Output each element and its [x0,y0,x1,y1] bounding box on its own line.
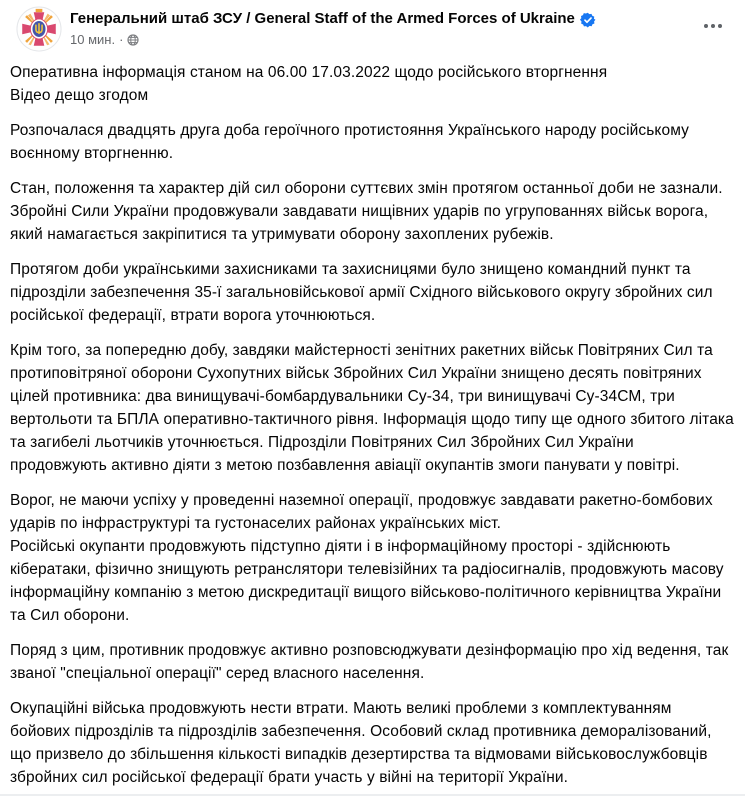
meta-separator: · [119,32,124,47]
post-paragraph: Оперативна інформація станом на 06.00 17.03.2022 щодо російського вторгнення Відео дещо згодом [10,64,608,104]
globe-public-icon [127,34,139,46]
post-meta [70,32,596,48]
header-text [70,4,596,48]
post-paragraph: Ворог, не маючи успіху у проведенні наземної операції, продовжує завдавати ракетно-бомбових ударів по інфраструктурі та густонаселих районах українських міст. Російські окупанти продовжують підступно діяти і в інформаційному просторі - здійснюють кібератаки, фізично знищують ретранслятори телевізійних та радіосигналів, продовжують масову інформаційну компанію з метою дискредитації вищого військово-політичного керівництва України та Сил оборони. [10,492,724,624]
general-staff-emblem-icon [16,6,62,52]
page-name-link[interactable]: Генеральний штаб ЗСУ / General Staff of the Armed Forces of Ukraine [70,10,575,27]
post-paragraph: Розпочалася двадцять друга доба героїчного протистояння Українського народу російському воєнному вторгненню. [10,122,689,162]
post-text [0,52,745,789]
post-paragraph: Окупаційні війська продовжують нести втрати. Мають великі проблеми з комплектуванням бойових підрозділів та підрозділів забезпечення. Особовий склад противника деморалізований, що призвело до збільшення кількості випадків дезертирства та відмовами військовослужбовців збройних сил російської федерації брати участь у війні на території України. [10,700,712,786]
three-dots-menu-icon[interactable] [697,16,729,36]
avatar[interactable] [16,6,62,52]
post-paragraph: Стан, положення та характер дій сил оборони суттєвих змін протягом останньої доби не зазнали. Збройні Сили України продовжували завдавати нищівних ударів по угрупованнях військ ворога, який намагається закріпитися та утримувати оборону захоплених рубежів. [10,180,723,243]
post-paragraph: Протягом доби українськими захисниками та захисницями було знищено командний пункт та підрозділи забезпечення 35-ї загальновійськової армії Східного військового округу збройних сил російської федерації, втрати ворога уточнюються. [10,261,713,324]
post-paragraph: Крім того, за попередню добу, завдяки майстерності зенітних ракетних військ Повітряних Сил та протиповітряної оборони Сухопутних військ Збройних Сил України знищено десять повітряних цілей противника: два винищувачі-бомбардувальники Су-34, три винищувачі Су-34СМ, три вертольоти та БПЛА оперативно-тактичного рівня. Інформація щодо типу ще одного збитого літака та загибелі льотчиків уточнюється. Підрозділи Повітряних Сил Збройних Сил України продовжують активно діяти з метою позбавлення авіації окупантів змоги панувати у повітрі. [10,342,734,474]
post-paragraph: Поряд з цим, противник продовжує активно розповсюджувати дезінформацію про хід ведення, так званої "спеціальної операції" серед власного населення. [10,642,729,682]
verified-badge-icon [580,12,596,28]
timestamp[interactable]: 10 мин. [70,32,116,47]
post-header [0,0,745,52]
